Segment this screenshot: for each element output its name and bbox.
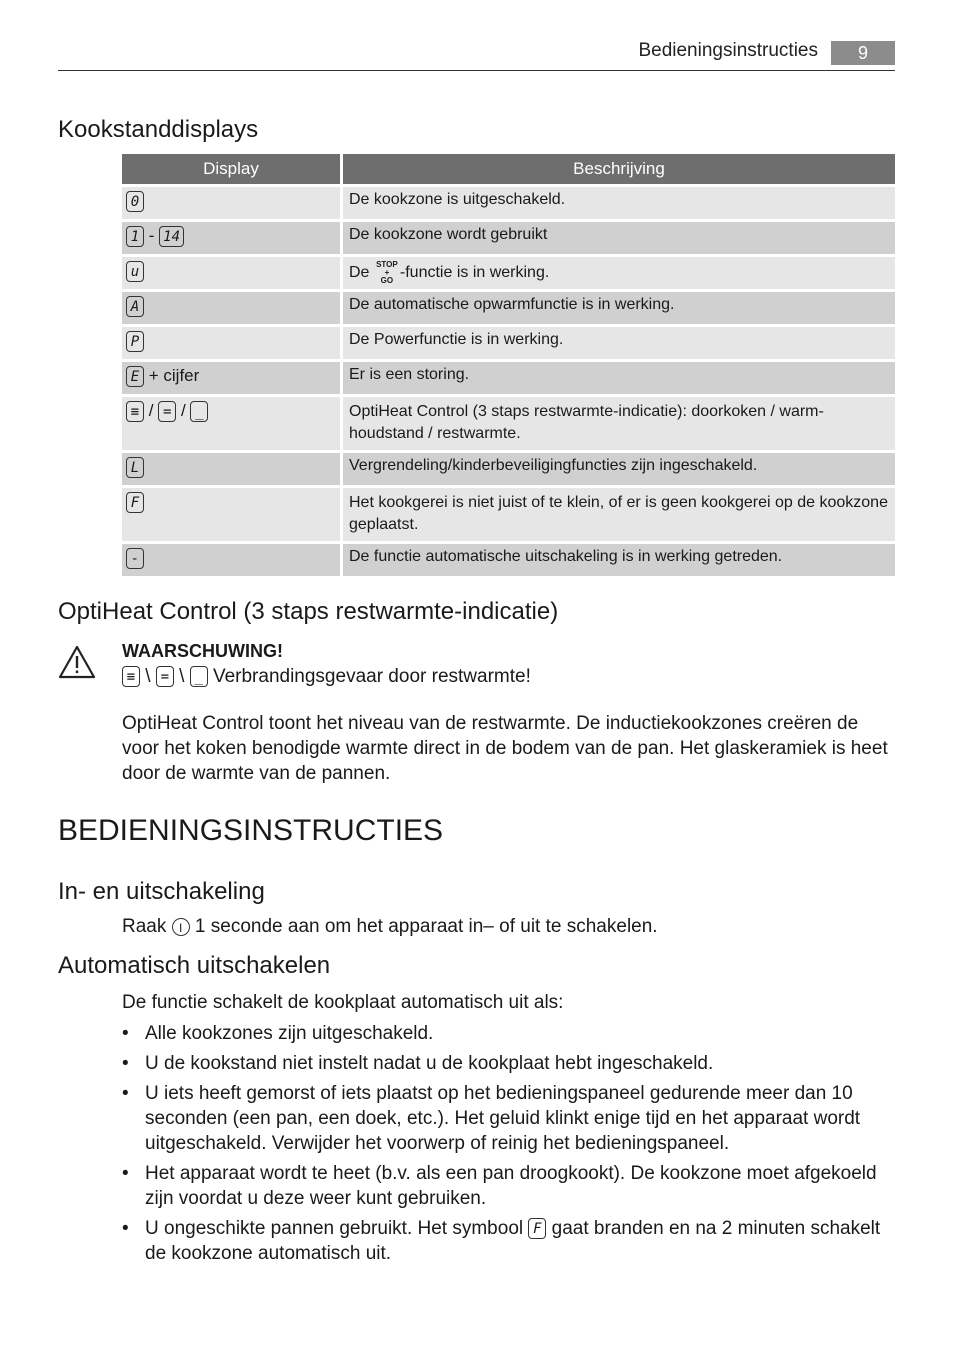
display-table <box>122 154 895 579</box>
inuit-text: Raak I 1 seconde aan om het apparaat in– of uit te schakelen. <box>122 916 658 937</box>
section-title-optiheat: OptiHeat Control (3 staps restwarmte-indicatie) <box>58 598 559 625</box>
bullet: • <box>122 1023 129 1044</box>
page-number: 9 <box>831 41 895 65</box>
section-title-auto: Automatisch uitschakelen <box>58 952 331 979</box>
list-item: • U ongeschikte pannen gebruikt. Het symbool F gaat branden en na 2 minuten schakelt de kookzone automatisch uit. <box>122 1218 881 1264</box>
row-description: De functie automatische uitschakeling is in werking getreden. <box>343 544 895 579</box>
chapter-title: BEDIENINGSINSTRUCTIES <box>58 814 444 847</box>
display-symbol: _ <box>190 666 208 687</box>
row-description: De automatische opwarmfunctie is in werking. <box>343 292 895 327</box>
bullet: • <box>122 1083 129 1104</box>
display-symbol: = <box>158 401 176 422</box>
table-row <box>122 327 895 362</box>
warning-text: Verbrandingsgevaar door restwarmte! <box>212 666 531 687</box>
display-symbol: - <box>126 548 144 569</box>
row-description: De Powerfunctie is in werking. <box>343 327 895 362</box>
display-symbol: u <box>126 261 144 282</box>
display-symbol: 14 <box>159 226 184 247</box>
display-symbol: F <box>126 492 144 513</box>
display-symbol: L <box>126 457 144 478</box>
optiheat-body: OptiHeat Control toont het niveau van de restwarmte. De inductiekookzones creëren de voor het koken benodigde warmte direct in de bodem van de pan. Het glaskeramiek is heet door de warmte van de pannen. <box>122 713 888 784</box>
display-symbol: 0 <box>126 191 144 212</box>
list-item: • Alle kookzones zijn uitgeschakeld. <box>122 1023 434 1044</box>
table-row <box>122 362 895 397</box>
row-description: De kookzone is uitgeschakeld. <box>343 187 895 222</box>
table-row <box>122 292 895 327</box>
row-description: Vergrendeling/kinderbeveiligingfuncties zijn ingeschakeld. <box>343 453 895 488</box>
display-symbol: F <box>528 1218 546 1239</box>
running-header: Bedieningsinstructies <box>638 40 818 61</box>
warning-triangle-icon <box>57 644 97 680</box>
row-description-pre: De <box>349 264 370 282</box>
row-description-post: -functie is in werking. <box>399 264 550 282</box>
bullet: • <box>122 1053 129 1074</box>
display-symbol: ≡ <box>122 666 140 687</box>
list-item: • Het apparaat wordt te heet (b.v. als een pan droogkookt). De kookzone moet afgekoeld zijn voordat u deze weer kunt gebruiken. <box>122 1163 877 1209</box>
warning-title: WAARSCHUWING! <box>122 641 283 661</box>
table-row <box>122 488 895 544</box>
power-icon: I <box>172 918 190 936</box>
row-description: Het kookgerei is niet juist of te klein, of er is geen kookgerei op de kookzone geplaatst. <box>343 488 895 544</box>
col-header-display: Display <box>122 154 343 187</box>
row-description: OptiHeat Control (3 staps restwarmte-indicatie): doorkoken / warm-houdstand / restwarmte. <box>343 397 895 453</box>
table-row <box>122 222 895 257</box>
row-description: De kookzone wordt gebruikt <box>343 222 895 257</box>
bullet: • <box>122 1163 129 1184</box>
range-separator: - <box>148 226 155 245</box>
symbol-extra: + cijfer <box>148 366 200 385</box>
display-symbol: ≡ <box>126 401 144 422</box>
header-rule <box>58 70 895 71</box>
section-title-kookstand: Kookstanddisplays <box>58 116 259 143</box>
warning-line <box>122 666 531 688</box>
table-row <box>122 397 895 453</box>
list-item: • U iets heeft gemorst of iets plaatst op het bedieningspaneel gedurende meer dan 10 seconden (een pan, een doek, etc.). Het geluid klinkt enige tijd en het apparaat wordt uitgeschakeld. Verwijder het voorwerp of reinig het bedieningspaneel. <box>122 1083 861 1154</box>
row-description: Er is een storing. <box>343 362 895 397</box>
display-symbol: E <box>126 366 144 387</box>
section-title-inuit: In- en uitschakeling <box>58 878 265 905</box>
symbol-separator: / <box>180 401 186 420</box>
table-row <box>122 187 895 222</box>
bullet: • <box>122 1218 129 1239</box>
display-symbol: _ <box>190 401 208 422</box>
table-row <box>122 453 895 488</box>
display-symbol: 1 <box>126 226 144 247</box>
display-symbol: A <box>126 296 144 317</box>
symbol-separator: \ <box>145 666 151 687</box>
auto-intro: De functie schakelt de kookplaat automatisch uit als: <box>122 992 564 1013</box>
symbol-separator: / <box>148 401 154 420</box>
stop-go-icon: STOP + GO <box>376 260 398 285</box>
symbol-separator: \ <box>179 666 185 687</box>
list-item: • U de kookstand niet instelt nadat u de kookplaat hebt ingeschakeld. <box>122 1053 714 1074</box>
display-symbol: = <box>156 666 174 687</box>
table-row <box>122 257 895 292</box>
display-symbol: P <box>126 331 144 352</box>
col-header-description: Beschrijving <box>343 154 895 187</box>
table-row <box>122 544 895 579</box>
